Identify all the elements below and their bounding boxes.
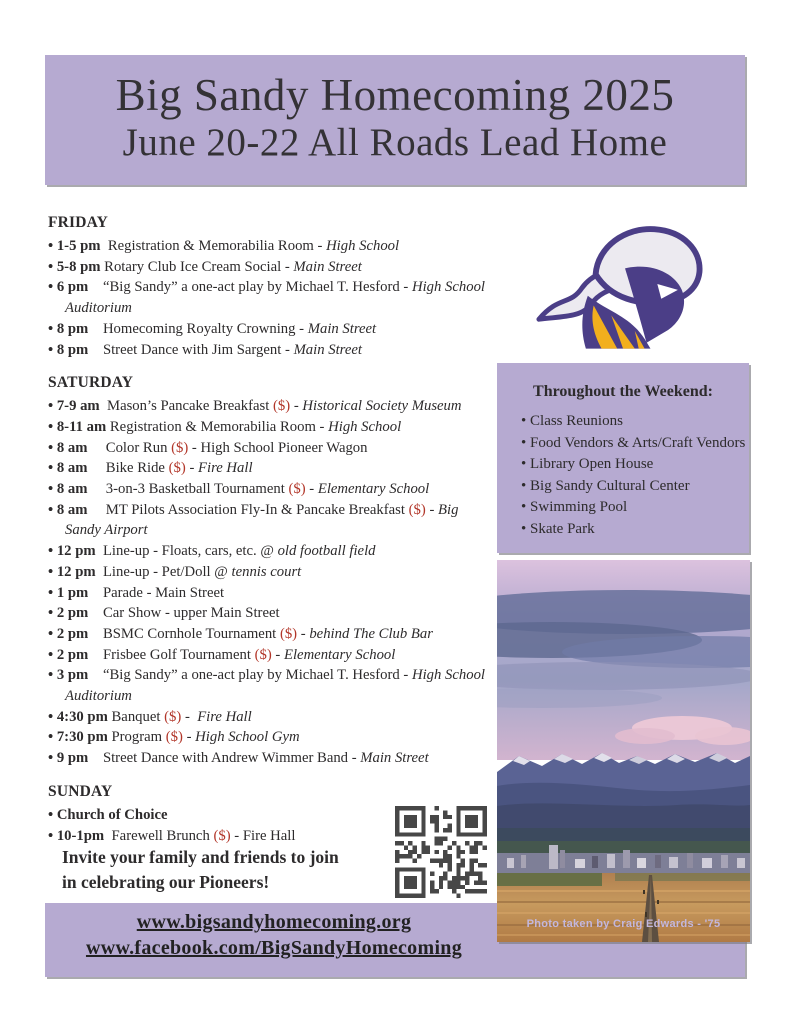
pioneer-head-icon <box>533 220 719 350</box>
event-line: • 12 pm Line-up - Floats, cars, etc. @ old football field <box>48 543 376 560</box>
bullet-icon: • <box>48 481 57 498</box>
weekend-box <box>497 363 749 553</box>
invite-line-1: Invite your family and friends to join <box>62 847 339 867</box>
event-line: • 3 pm “Big Sandy” a one-act play by Michael T. Hesford - High School Auditorium <box>48 667 489 705</box>
weekend-list-item: • Skate Park <box>521 519 749 541</box>
bullet-icon: • <box>48 625 57 642</box>
weekend-list-item: • Food Vendors & Arts/Craft Vendors <box>521 433 749 455</box>
bullet-icon: • <box>48 584 57 601</box>
event-line: • 9 pm Street Dance with Andrew Wimmer Band - Main Street <box>48 750 429 767</box>
bullet-icon: • <box>48 543 57 560</box>
invite-text <box>62 845 339 895</box>
bullet-icon: • <box>48 806 57 823</box>
event-line: • 8 pm Homecoming Royalty Crowning - Main Street <box>48 320 377 337</box>
schedule <box>48 212 494 846</box>
qr-code-icon <box>395 806 487 898</box>
bullet-icon: • <box>48 729 57 746</box>
website-link[interactable]: www.bigsandyhomecoming.org <box>136 911 412 933</box>
bullet-icon: • <box>48 238 57 254</box>
bullet-icon: • <box>48 708 57 725</box>
event-line: • 8 am Bike Ride ($) - Fire Hall <box>48 460 253 477</box>
bullet-icon: • <box>48 750 57 767</box>
flyer-title: Big Sandy Homecoming 2025 <box>115 70 675 120</box>
bullet-icon: • <box>48 439 57 456</box>
event-line: • 2 pm Frisbee Golf Tournament ($) - Elementary School <box>48 646 396 663</box>
bullet-icon: • <box>48 667 57 684</box>
event-line: • 5-8 pm Rotary Club Ice Cream Social - Main Street <box>48 258 362 275</box>
bullet-icon: • <box>48 501 57 518</box>
pioneer-mascot-logo <box>533 220 719 350</box>
bullet-icon: • <box>48 460 57 477</box>
weekend-list-item: • Class Reunions <box>521 411 749 433</box>
bullet-icon: • <box>48 605 57 622</box>
weekend-list <box>521 411 749 540</box>
event-line: • 8-11 am Registration & Memorabilia Room - High School <box>48 418 402 435</box>
event-line: • 7:30 pm Program ($) - High School Gym <box>48 729 300 746</box>
bullet-icon: • <box>48 341 57 358</box>
day-heading: SUNDAY <box>48 782 113 800</box>
event-line: • 8 pm Street Dance with Jim Sargent - Main Street <box>48 341 362 358</box>
event-line: • 4:30 pm Banquet ($) - Fire Hall <box>48 708 252 725</box>
bullet-icon: • <box>48 320 57 337</box>
bullet-icon: • <box>48 279 57 296</box>
event-line: • 8 am Color Run ($) - High School Pioneer Wagon <box>48 439 368 456</box>
bullet-icon: • <box>48 646 57 663</box>
bullet-icon: • <box>48 827 57 844</box>
event-line: • 8 am MT Pilots Association Fly-In & Pancake Breakfast ($) - Big Sandy Airport <box>48 501 463 539</box>
event-line: • 10-1pm Farewell Brunch ($) - Fire Hall <box>48 827 296 844</box>
event-line: • 2 pm Car Show - upper Main Street <box>48 605 280 622</box>
bullet-icon: • <box>48 258 57 275</box>
weekend-box-title: Throughout the Weekend: <box>533 383 713 400</box>
bullet-icon: • <box>48 418 57 435</box>
event-line: • 8 am 3-on-3 Basketball Tournament ($) - Elementary School <box>48 481 430 498</box>
event-line: • 2 pm BSMC Cornhole Tournament ($) - behind The Club Bar <box>48 625 433 642</box>
weekend-list-item: • Library Open House <box>521 454 749 476</box>
bullet-icon: • <box>48 563 57 580</box>
event-line: • 12 pm Line-up - Pet/Doll @ tennis court <box>48 563 302 580</box>
day-heading: FRIDAY <box>48 214 109 231</box>
landscape-scene <box>497 560 750 942</box>
weekend-list-item: • Big Sandy Cultural Center <box>521 476 749 498</box>
facebook-link[interactable]: www.facebook.com/BigSandyHomecoming <box>85 937 463 959</box>
bullet-icon: • <box>48 398 57 415</box>
header-band <box>45 55 745 185</box>
landscape-photo <box>497 560 750 942</box>
event-line: • 1-5 pm Registration & Memorabilia Room - High School <box>48 238 400 254</box>
photo-credit: Photo taken by Craig Edwards - '75 <box>526 918 721 930</box>
weekend-list-item: • Swimming Pool <box>521 497 749 519</box>
flyer-subtitle: June 20-22 All Roads Lead Home <box>122 121 668 164</box>
event-line: • 7-9 am Mason’s Pancake Breakfast ($) - Historical Society Museum <box>48 398 462 415</box>
event-line: • 6 pm “Big Sandy” a one-act play by Michael T. Hesford - High School Auditorium <box>48 279 489 317</box>
event-line: • Church of Choice <box>48 806 168 823</box>
event-line: • 1 pm Parade - Main Street <box>48 584 225 601</box>
invite-line-2: in celebrating our Pioneers! <box>62 872 270 892</box>
day-heading: SATURDAY <box>48 374 134 392</box>
qr-code <box>395 806 487 898</box>
